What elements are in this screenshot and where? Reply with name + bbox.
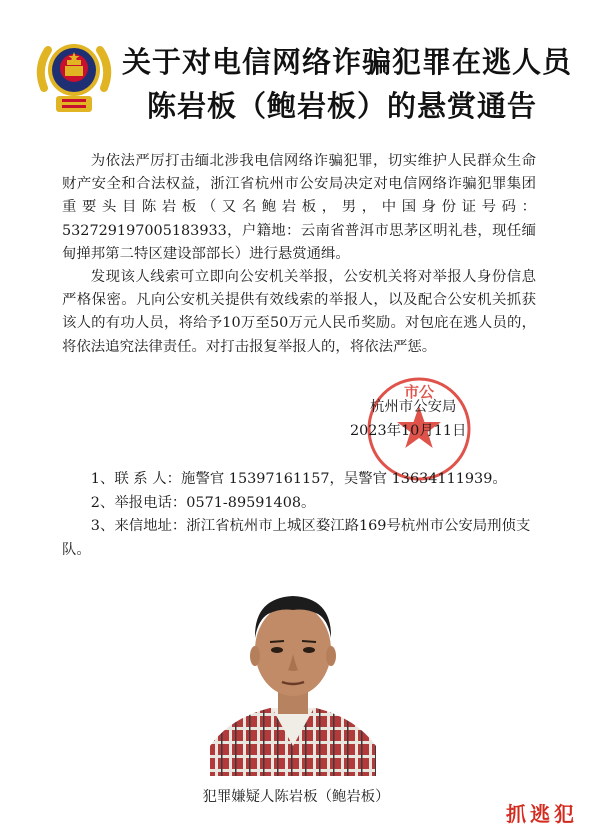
notice-body [62, 150, 536, 359]
suspect-photo [210, 568, 376, 776]
contact-item: 2、举报电话：0571-89591408。 [90, 494, 316, 511]
notice-title [122, 40, 573, 128]
notice-paragraph-2: 发现该人线索可立即向公安机关举报，公安机关将对举报人身份信息严格保密。凡向公安机关提供有效线索的举报人，以及配合公安机关抓获该人的有功人员，将给予10万至50万元人民币奖励。对包庇在逃人员的，将依法追究法律责任。对打击报复举报人的，将依法严惩。 [62, 269, 536, 355]
issuer-name: 杭州市公安局 [370, 399, 457, 415]
issue-date: 2023年10月11日 [350, 423, 467, 439]
contact-item: 1、联 系 人：施警官 15397161157，吴警官 13634111939。 [90, 471, 507, 487]
photo-caption: 犯罪嫌疑人陈岩板（鲍岩板） [202, 789, 390, 805]
police-emblem-icon [34, 38, 114, 122]
brand-watermark: 抓逃犯 [506, 802, 578, 826]
signature-block [350, 395, 500, 443]
seal-text: 市公 [403, 383, 435, 401]
notice-title-line1: 关于对电信网络诈骗犯罪在逃人员 [122, 45, 573, 79]
contact-item: 3、来信地址：浙江省杭州市上城区婺江路169号杭州市公安局刑侦支队。 [62, 518, 531, 558]
contact-list [62, 468, 536, 562]
notice-paragraph-1: 为依法严厉打击缅北涉我电信网络诈骗犯罪，切实维护人民群众生命财产安全和合法权益，浙江省杭州市公安局决定对电信网络诈骗犯罪集团重要头目陈岩板（又名鲍岩板，男，中国身份证号码：532729197005183933，户籍地：云南省普洱市思茅区明礼巷，现任缅甸掸邦第二特区建设部部长）进行悬赏通缉。 [62, 153, 536, 262]
notice-title-line2: 陈岩板（鲍岩板）的悬赏通告 [146, 89, 537, 123]
